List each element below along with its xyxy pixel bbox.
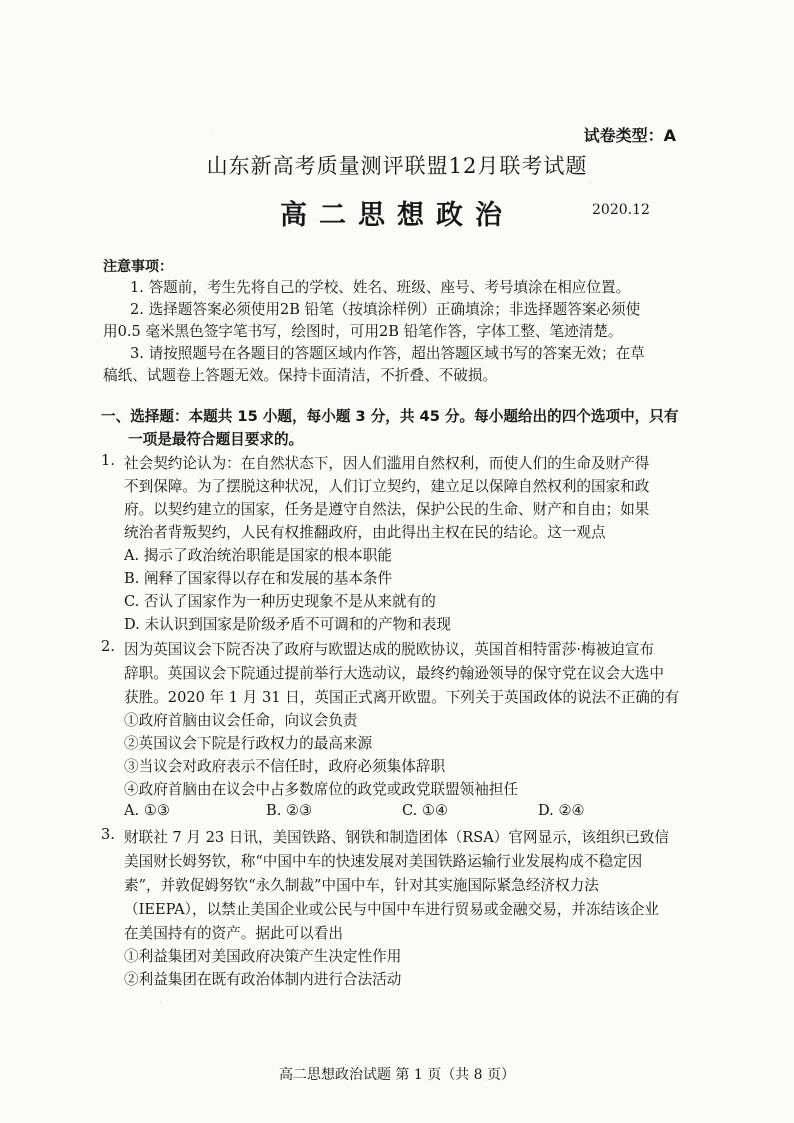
scan-speck — [212, 131, 213, 132]
notes-line: 稿纸、试题卷上答题无效。保持卡面清洁，不折叠、不破损。 — [103, 367, 498, 384]
notes-heading: 注意事项： — [103, 259, 173, 275]
question-text: 美国财长姆努钦，称“中国中车的快速发展对美国铁路运输行业发展构成不稳定因 — [124, 853, 643, 870]
option: D. 未认识到国家是阶级矛盾不可调和的产物和表现 — [124, 616, 451, 633]
exam-date: 2020.12 — [592, 202, 650, 218]
option: B. 阐释了国家得以存在和发展的基本条件 — [124, 570, 393, 587]
question-text: 社会契约论认为：在自然状态下，因人们滥用自然权利，而使人们的生命及财产得 — [124, 455, 650, 472]
choice-d: D. ②④ — [538, 802, 585, 819]
statement-item: ②英国议会下院是行政权力的最高来源 — [124, 735, 373, 752]
question-text: 不到保障。为了摆脱这种状况，人们订立契约，建立足以保障自然权利的国家和政 — [124, 478, 650, 495]
question-text: 辞职。英国议会下院通过提前举行大选动议，最终约翰逊领导的保守党在议会大选中 — [124, 665, 664, 682]
choice-b: B. ②③ — [266, 802, 313, 819]
notes-line: 2. 选择题答案必须使用2B 铅笔（按填涂样例）正确填涂；非选择题答案必须使 — [130, 301, 641, 318]
question-text: （IEEPA），以禁止美国企业或公民与中国中车进行贸易或金融交易，并冻结该企业 — [124, 901, 659, 918]
section-heading-cont: 一项是最符合题目要求的。 — [128, 431, 304, 448]
page-footer: 高二思想政治试题 第 1 页（共 8 页） — [278, 1067, 516, 1083]
question-text: 府。以契约建立的国家，任务是遵守自然法，保护公民的生命、财产和自由；如果 — [124, 501, 650, 518]
scan-speck — [160, 1002, 161, 1003]
question-number: 1. — [101, 452, 115, 469]
option: A. 揭示了政治统治职能是国家的根本职能 — [124, 547, 392, 564]
statement-item: ④政府首脑由在议会中占多数席位的政党或政党联盟领袖担任 — [124, 781, 519, 798]
notes-line: 3. 请按照题号在各题目的答题区域内作答，超出答题区域书写的答案无效；在草 — [130, 345, 645, 362]
statement-item: ①利益集团对美国政府决策产生决定性作用 — [124, 948, 402, 965]
question-number: 3. — [101, 826, 115, 843]
question-text: 统治者背叛契约，人民有权推翻政府，由此得出主权在民的结论。这一观点 — [124, 524, 606, 541]
question-number: 2. — [101, 638, 115, 655]
notes-line: 用0.5 毫米黑色签字笔书写，绘图时，可用2B 铅笔作答，字体工整、笔迹清楚。 — [103, 323, 623, 340]
choice-c: C. ①④ — [402, 802, 449, 819]
statement-item: ②利益集团在既有政治体制内进行合法活动 — [124, 971, 402, 988]
notes-line: 1. 答题前，考生先将自己的学校、姓名、班级、座号、考号填涂在相应位置。 — [130, 279, 631, 296]
paper-type-label: 试卷类型：A — [583, 126, 676, 145]
option: C. 否认了国家作为一种历史现象不是从来就有的 — [124, 593, 436, 610]
question-text: 财联社 7 月 23 日讯，美国铁路、钢铁和制造团体（RSA）官网显示，该组织已致信 — [124, 829, 669, 846]
statement-item: ①政府首脑由议会任命，向议会负责 — [124, 712, 358, 729]
exam-title: 山东新高考质量测评联盟12月联考试题 — [206, 154, 588, 178]
subject-title: 高二思想政治 — [280, 200, 514, 231]
section-heading: 一、选择题：本题共 15 小题，每小题 3 分，共 45 分。每小题给出的四个选项中，只有 — [101, 408, 679, 425]
question-text: 获胜。2020 年 1 月 31 日，英国正式离开欧盟。下列关于英国政体的说法不正确的有 — [124, 689, 680, 706]
statement-item: ③当议会对政府表示不信任时，政府必须集体辞职 — [124, 758, 446, 775]
question-text: 在美国持有的资产。据此可以看出 — [124, 925, 343, 942]
question-text: 素”，并敦促姆努钦“永久制裁”中国中车，针对其实施国际紧急经济权力法 — [124, 877, 599, 894]
scan-speck — [590, 182, 591, 183]
choice-a: A. ①③ — [124, 802, 170, 819]
question-text: 因为英国议会下院否决了政府与欧盟达成的脱欧协议，英国首相特雷莎·梅被迫宣布 — [124, 641, 655, 658]
